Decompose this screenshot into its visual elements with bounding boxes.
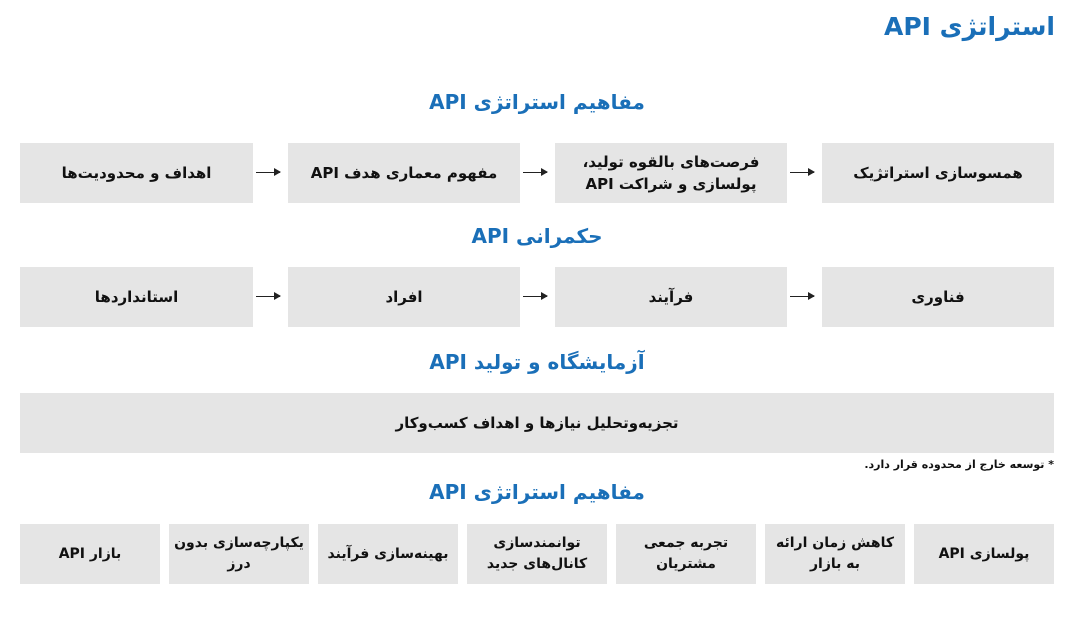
benefit-time-to-market: کاهش زمان ارائه به بازار: [765, 524, 905, 584]
lab-row: [20, 393, 1054, 453]
benefit-monetization: پولسازی API: [914, 524, 1054, 584]
section-title-concepts-bottom: مفاهیم استراتژی API: [429, 480, 645, 504]
footnote: * توسعه خارج از محدوده قرار دارد.: [864, 458, 1054, 471]
box-people: افراد: [288, 267, 520, 327]
arrow-icon: [523, 296, 547, 297]
section-title-lab: آزمایشگاه و تولید API: [429, 350, 645, 374]
section-title-concepts: مفاهیم استراتژی API: [429, 90, 645, 114]
benefits-row: [20, 524, 1054, 584]
box-opportunities: فرصت‌های بالقوه تولید، پولسازی و شراکت API: [555, 143, 787, 203]
arrow-icon: [256, 172, 280, 173]
benefit-seamless-integration: یکپارچه‌سازی بدون درز: [169, 524, 309, 584]
box-standards: استانداردها: [20, 267, 253, 327]
benefit-process-optimization: بهینه‌سازی فرآیند: [318, 524, 458, 584]
box-technology: فناوری: [822, 267, 1054, 327]
box-goals-constraints: اهداف و محدودیت‌ها: [20, 143, 253, 203]
section-title-governance: حکمرانی API: [471, 224, 603, 248]
box-requirements-analysis: تجزیه‌وتحلیل نیازها و اهداف کسب‌وکار: [20, 393, 1054, 453]
arrow-icon: [790, 296, 814, 297]
arrow-icon: [790, 172, 814, 173]
arrow-icon: [523, 172, 547, 173]
box-target-architecture: مفهوم معماری هدف API: [288, 143, 520, 203]
box-process: فرآیند: [555, 267, 787, 327]
benefit-new-channels: توانمندسازی کانال‌های جدید: [467, 524, 607, 584]
benefit-customer-experience: تجربه جمعی مشتریان: [616, 524, 756, 584]
page-title: استراتژی API: [883, 12, 1055, 41]
benefit-api-marketplace: بازار API: [20, 524, 160, 584]
concepts-flow-row: [20, 143, 1054, 203]
governance-flow-row: [20, 267, 1054, 327]
arrow-icon: [256, 296, 280, 297]
box-strategic-alignment: همسوسازی استراتژیک: [822, 143, 1054, 203]
